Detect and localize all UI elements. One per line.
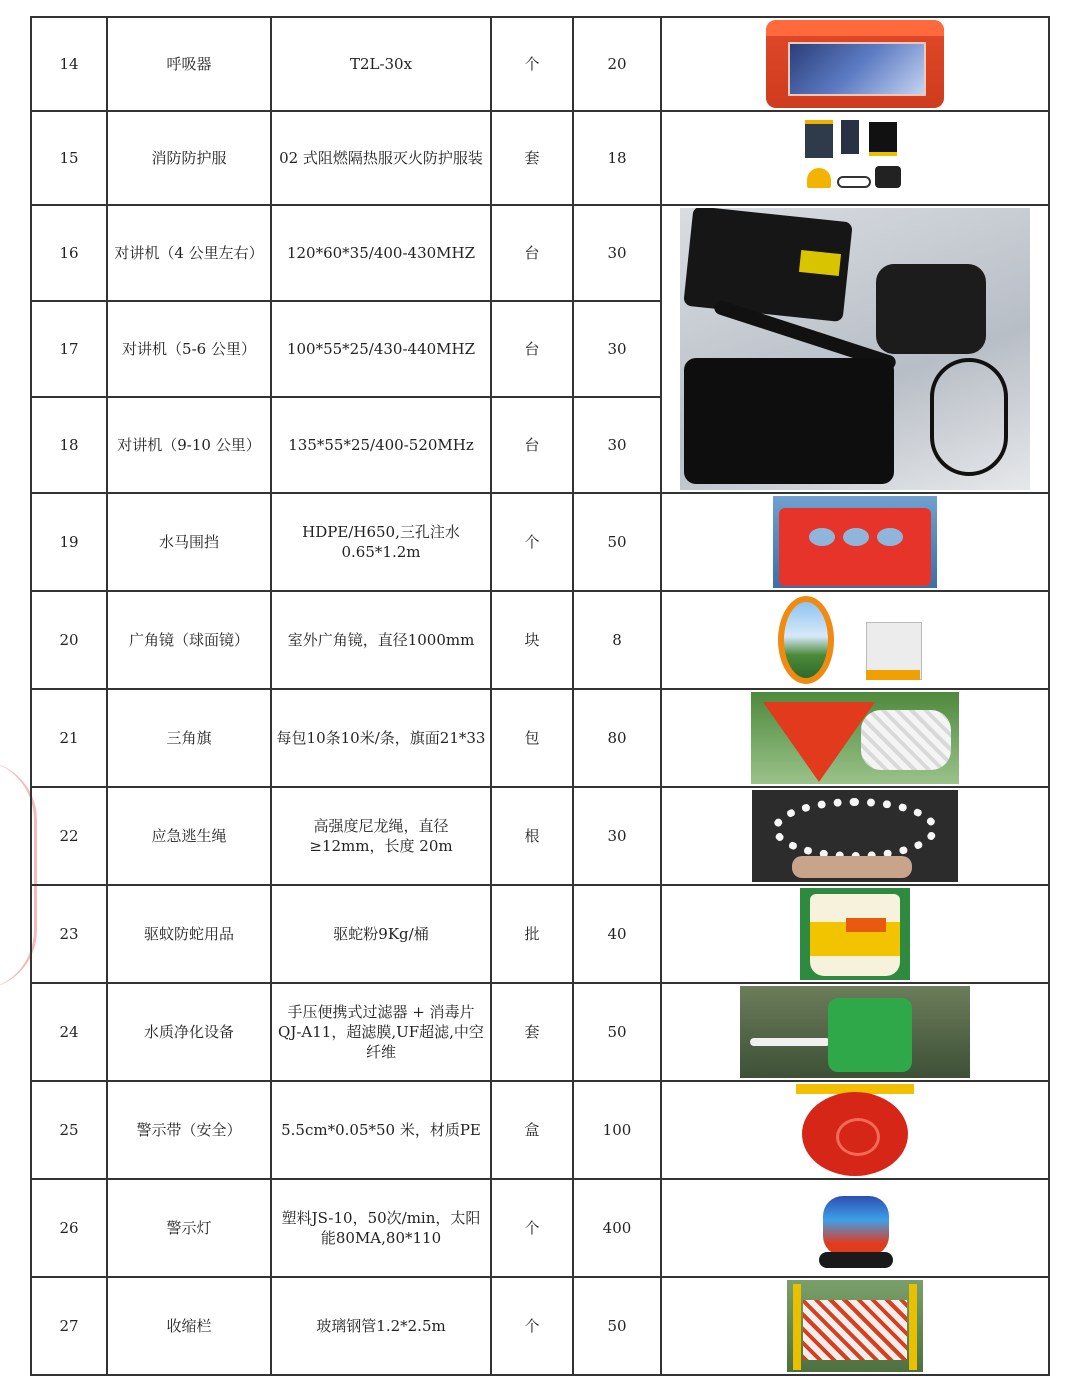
item-quantity: 20 [573,17,661,111]
table-row [31,591,1049,689]
warning-tape-image [796,1084,914,1176]
item-quantity: 30 [573,301,661,397]
item-number: 20 [31,591,107,689]
item-number: 24 [31,983,107,1081]
item-number: 18 [31,397,107,493]
convex-mirror-image [772,594,938,686]
item-image-cell [661,787,1049,885]
item-name: 水质净化设备 [107,983,271,1081]
item-spec: 135*55*25/400-520MHz [271,397,491,493]
item-spec: 室外广角镜，直径1000mm [271,591,491,689]
item-spec: 02 式阻燃隔热服灭火防护服装 [271,111,491,205]
item-number: 23 [31,885,107,983]
walkie-talkie-image [680,208,1030,490]
item-unit: 台 [491,205,573,301]
equipment-table [30,16,1050,1376]
item-spec: 驱蛇粉9Kg/桶 [271,885,491,983]
item-name: 驱蚊防蛇用品 [107,885,271,983]
item-unit: 套 [491,111,573,205]
item-image-cell [661,1277,1049,1375]
retractable-fence-image [787,1280,923,1372]
water-barrier-image [773,496,937,588]
item-quantity: 40 [573,885,661,983]
table-row [31,1081,1049,1179]
table-row [31,1277,1049,1375]
item-name: 警示灯 [107,1179,271,1277]
item-name: 警示带（安全） [107,1081,271,1179]
item-quantity: 400 [573,1179,661,1277]
item-quantity: 30 [573,397,661,493]
item-number: 17 [31,301,107,397]
equipment-list-sheet [30,16,1048,1376]
snake-repellent-image [800,888,910,980]
item-image-cell [661,493,1049,591]
item-number: 25 [31,1081,107,1179]
item-spec: 100*55*25/430-440MHZ [271,301,491,397]
item-name: 消防防护服 [107,111,271,205]
table-row [31,205,1049,301]
fire-protective-suit-image [795,114,915,202]
item-number: 26 [31,1179,107,1277]
item-quantity: 8 [573,591,661,689]
item-name: 对讲机（9-10 公里） [107,397,271,493]
table-row [31,787,1049,885]
item-unit: 台 [491,397,573,493]
table-row [31,493,1049,591]
table-row [31,111,1049,205]
item-image-cell [661,17,1049,111]
table-row [31,1179,1049,1277]
item-name: 应急逃生绳 [107,787,271,885]
item-number: 16 [31,205,107,301]
item-image-cell [661,983,1049,1081]
item-name: 水马围挡 [107,493,271,591]
item-number: 15 [31,111,107,205]
item-quantity: 30 [573,205,661,301]
item-spec: HDPE/H650,三孔注水 0.65*1.2m [271,493,491,591]
warning-light-image [807,1182,903,1274]
item-quantity: 50 [573,983,661,1081]
table-row [31,17,1049,111]
item-name: 三角旗 [107,689,271,787]
item-image-cell [661,1081,1049,1179]
item-unit: 批 [491,885,573,983]
item-spec: 手压便携式过滤器 + 消毒片QJ-A11，超滤膜,UF超滤,中空纤维 [271,983,491,1081]
item-unit: 盒 [491,1081,573,1179]
table-row [31,689,1049,787]
item-number: 21 [31,689,107,787]
item-image-cell [661,689,1049,787]
item-number: 19 [31,493,107,591]
item-name: 广角镜（球面镜） [107,591,271,689]
item-image-cell [661,111,1049,205]
water-purifier-image [740,986,970,1078]
item-number: 27 [31,1277,107,1375]
item-name: 呼吸器 [107,17,271,111]
item-spec: T2L-30x [271,17,491,111]
item-spec: 5.5cm*0.05*50 米，材质PE [271,1081,491,1179]
item-number: 14 [31,17,107,111]
escape-rope-image [752,790,958,882]
item-unit: 包 [491,689,573,787]
item-quantity: 100 [573,1081,661,1179]
item-quantity: 18 [573,111,661,205]
item-image-cell [661,1179,1049,1277]
item-unit: 套 [491,983,573,1081]
item-unit: 个 [491,1179,573,1277]
breathing-apparatus-image [766,20,944,108]
table-row [31,885,1049,983]
item-unit: 个 [491,1277,573,1375]
item-spec: 120*60*35/400-430MHZ [271,205,491,301]
item-name: 对讲机（4 公里左右） [107,205,271,301]
item-quantity: 50 [573,493,661,591]
item-unit: 块 [491,591,573,689]
item-quantity: 50 [573,1277,661,1375]
item-quantity: 80 [573,689,661,787]
item-image-cell [661,591,1049,689]
item-unit: 个 [491,493,573,591]
item-unit: 台 [491,301,573,397]
item-name: 对讲机（5-6 公里） [107,301,271,397]
item-spec: 每包10条10米/条，旗面21*33 [271,689,491,787]
table-row [31,983,1049,1081]
item-spec: 玻璃钢管1.2*2.5m [271,1277,491,1375]
item-name: 收缩栏 [107,1277,271,1375]
item-spec: 高强度尼龙绳，直径≥12mm，长度 20m [271,787,491,885]
item-unit: 个 [491,17,573,111]
item-spec: 塑料JS-10，50次/min，太阳能80MA,80*110 [271,1179,491,1277]
item-image-cell [661,885,1049,983]
item-unit: 根 [491,787,573,885]
item-number: 22 [31,787,107,885]
triangle-flags-image [751,692,959,784]
item-image-cell [661,205,1049,493]
item-quantity: 30 [573,787,661,885]
